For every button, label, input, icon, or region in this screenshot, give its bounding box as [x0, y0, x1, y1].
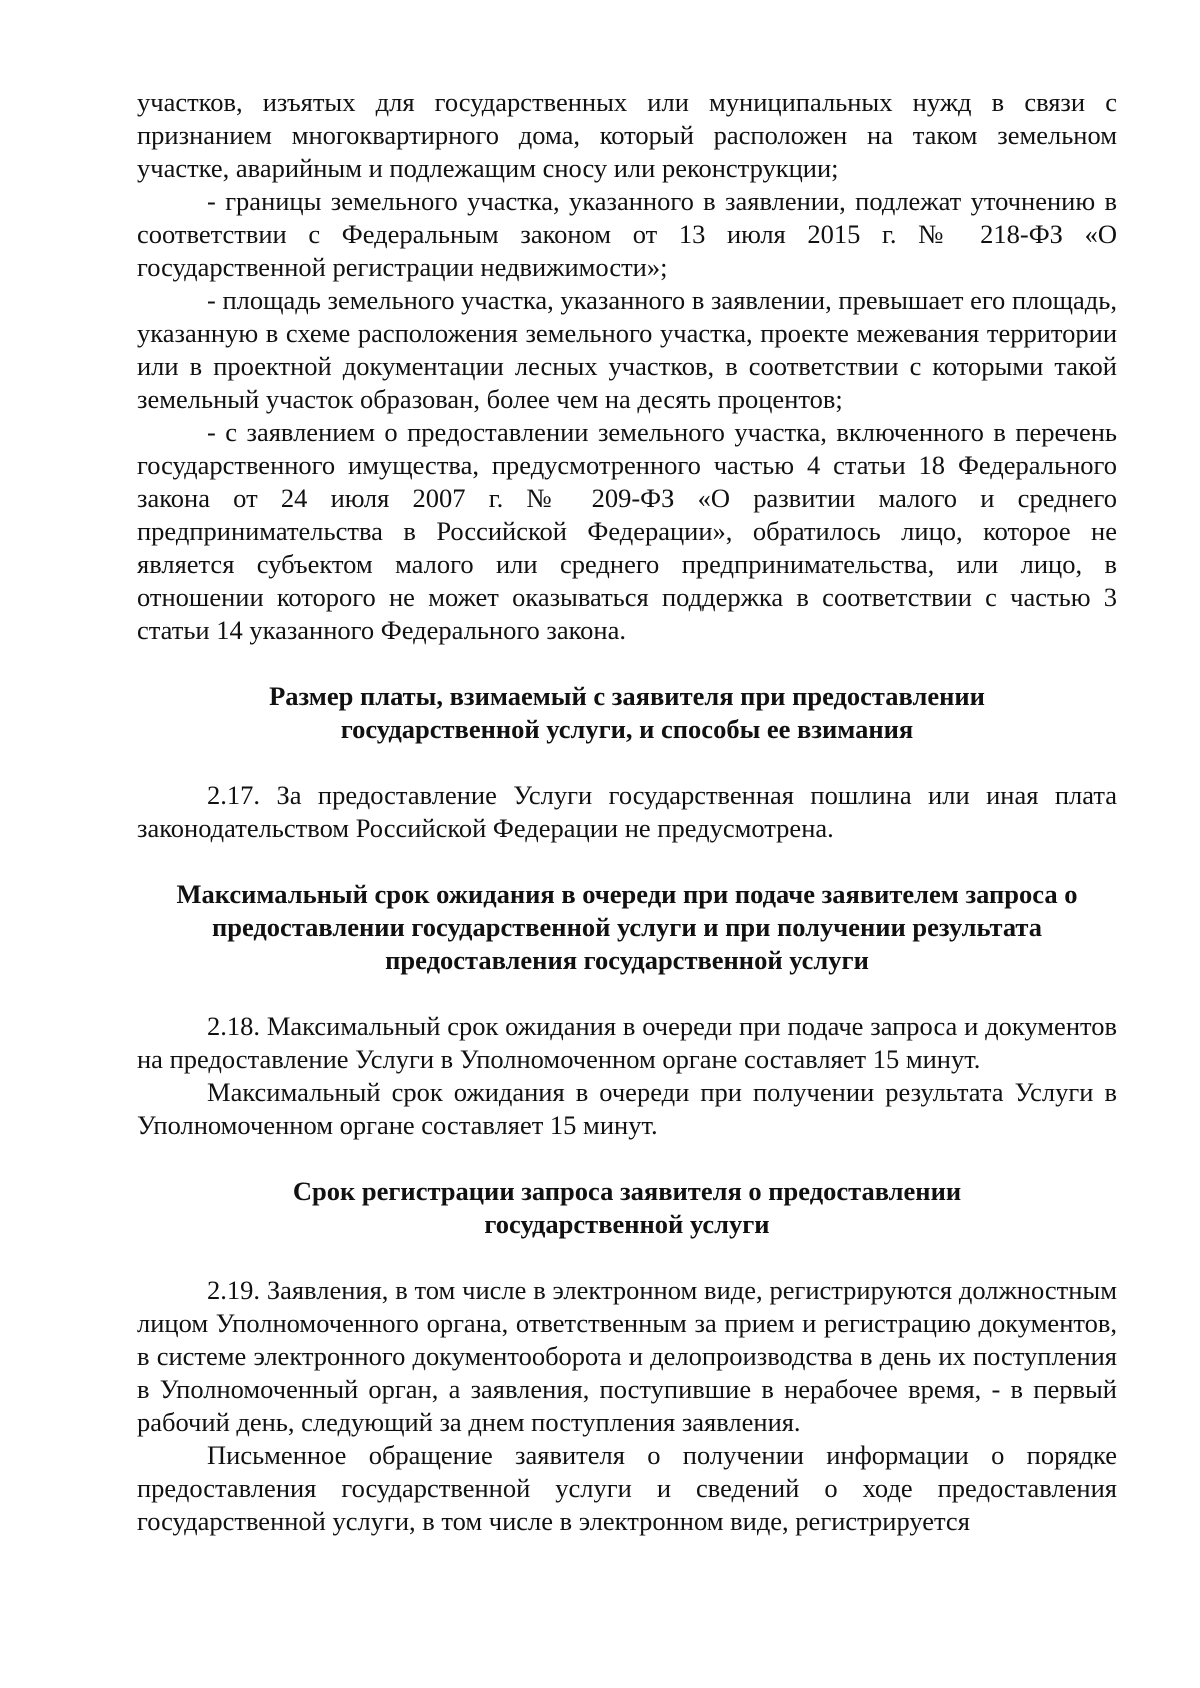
heading-registration-line-1: Срок регистрации запроса заявителя о предоставлении [292, 1176, 962, 1206]
heading-fee-line-2: государственной услуги, и способы ее взимания [340, 714, 914, 744]
bullet-small-business: - с заявлением о предоставлении земельного участка, включенного в перечень государственного имущества, предусмотренного частью 4 статьи 18 Федерального закона от 24 июля 2007 г. № 209-ФЗ «О развитии малого и среднего предпринимательства в Российской Федерации», обратилось лицо, которое не является субъектом малого или среднего предпринимательства, или лицо, в отношении которого не может оказываться поддержка в соответствии с частью 3 статьи 14 указанного Федерального закона. [137, 417, 1117, 645]
heading-wait-line-1: Максимальный срок ожидания в очереди при подаче заявителем запроса о [176, 879, 1078, 909]
heading-wait [137, 878, 1117, 977]
document-content [137, 86, 1117, 1538]
heading-wait-line-3: предоставления государственной услуги [385, 945, 869, 975]
paragraph-2-19: 2.19. Заявления, в том числе в электронном виде, регистрируются должностным лицом Уполномоченного органа, ответственным за прием и регистрацию документов, в системе электронного документооборота и делопроизводства в день их поступления в Уполномоченный орган, а заявления, поступившие в нерабочее время, - в первый рабочий день, следующий за днем поступления заявления. [137, 1275, 1117, 1437]
bullet-boundaries: - границы земельного участка, указанного в заявлении, подлежат уточнению в соответствии с Федеральным законом от 13 июля 2015 г. № 218-ФЗ «О государственной регистрации недвижимости»; [137, 186, 1117, 282]
paragraph-2-18-result: Максимальный срок ожидания в очереди при получении результата Услуги в Уполномоченном органе составляет 15 минут. [137, 1077, 1117, 1140]
heading-wait-line-2: предоставлении государственной услуги и при получении результата [211, 912, 1042, 942]
heading-registration-line-2: государственной услуги [484, 1209, 770, 1239]
paragraph-2-17: 2.17. За предоставление Услуги государственная пошлина или иная плата законодательством Российской Федерации не предусмотрена. [137, 780, 1117, 843]
heading-fee-line-1: Размер платы, взимаемый с заявителя при предоставлении [269, 681, 985, 711]
intro-paragraph: участков, изъятых для государственных или муниципальных нужд в связи с признанием многоквартирного дома, который расположен на таком земельном участке, аварийным и подлежащим сносу или реконструкции; [137, 87, 1117, 183]
heading-fee [137, 680, 1117, 746]
bullet-area: - площадь земельного участка, указанного в заявлении, превышает его площадь, указанную в схеме расположения земельного участка, проекте межевания территории или в проектной документации лесных участков, в соответствии с которыми такой земельный участок образован, более чем на десять процентов; [137, 285, 1117, 414]
heading-registration [137, 1175, 1117, 1241]
paragraph-2-18: 2.18. Максимальный срок ожидания в очереди при подаче запроса и документов на предоставление Услуги в Уполномоченном органе составляет 15 минут. [137, 1011, 1117, 1074]
paragraph-2-19-written-request: Письменное обращение заявителя о получении информации о порядке предоставления государственной услуги и сведений о ходе предоставления государственной услуги, в том числе в электронном виде, регистрируется [137, 1440, 1117, 1536]
